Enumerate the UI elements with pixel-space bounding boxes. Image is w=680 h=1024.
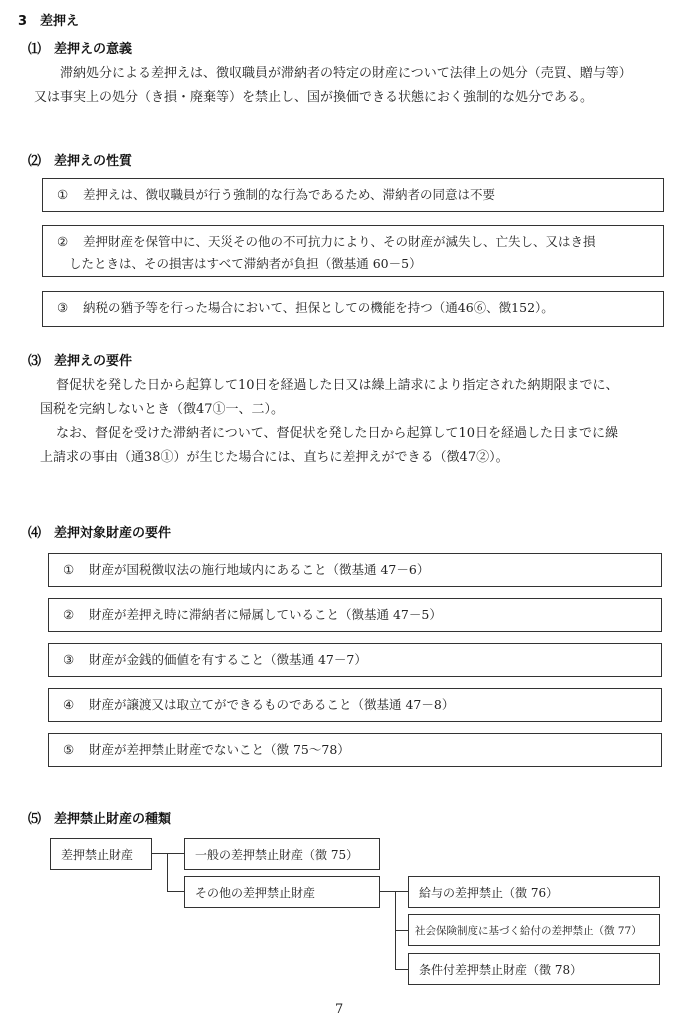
- item-marker: ①: [63, 562, 75, 577]
- property-item-box: [42, 291, 664, 327]
- paragraph-line: 又は事実上の処分（き損・廃棄等）を禁止し、国が換価できる状態におく強制的な処分である。: [34, 90, 594, 105]
- subsection-title: 差押対象財産の要件: [54, 526, 172, 541]
- subsection-number: ⑶: [28, 354, 42, 369]
- paragraph-line: なお、督促を受けた滞納者について、督促状を発した日から起算して10日を経過した日までに繰: [56, 426, 619, 441]
- item-marker: ②: [63, 607, 75, 622]
- property-item-box: [42, 225, 664, 277]
- requirement-box: [48, 733, 662, 767]
- section-number: 3: [18, 14, 28, 29]
- tree-connector: [167, 853, 168, 891]
- subsection-title: 差押えの性質: [54, 154, 133, 169]
- requirement-box: [48, 688, 662, 722]
- paragraph-line: 上請求の事由（通38①）が生じた場合には、直ちに差押えができる（徴47②）。: [40, 450, 509, 465]
- item-text: 財産が差押禁止財産でないこと（徴 75～78）: [89, 742, 350, 757]
- subsection-number: ⑴: [28, 42, 42, 57]
- tree-connector: [167, 891, 184, 892]
- tree-child-box: 社会保険制度に基づく給付の差押禁止（徴 77）: [408, 914, 660, 946]
- item-marker: ③: [57, 300, 69, 315]
- property-item-box: [42, 178, 664, 212]
- tree-child-box: 給与の差押禁止（徴 76）: [408, 876, 660, 908]
- item-text: 財産が金銭的価値を有すること（徴基通 47－7）: [89, 652, 367, 667]
- section-heading: [18, 10, 79, 29]
- requirement-box: [48, 553, 662, 587]
- subsection-3-body: [40, 374, 619, 470]
- tree-general-box: 一般の差押禁止財産（徴 75）: [184, 838, 380, 870]
- subsection-1-body: [34, 62, 632, 110]
- item-marker: ①: [57, 187, 69, 202]
- tree-child-box: 条件付差押禁止財産（徴 78）: [408, 953, 660, 985]
- subsection-3-heading: [28, 350, 132, 369]
- subsection-number: ⑷: [28, 526, 42, 541]
- tree-connector: [395, 930, 408, 931]
- item-text: 差押財産を保管中に、天災その他の不可抗力により、その財産が滅失し、亡失し、又はき損: [83, 234, 596, 249]
- page-number: 7: [335, 1002, 344, 1017]
- subsection-title: 差押えの意義: [54, 42, 133, 57]
- requirement-box: [48, 643, 662, 677]
- tree-other-box: その他の差押禁止財産: [184, 876, 380, 908]
- item-text: 財産が国税徴収法の施行地域内にあること（徴基通 47－6）: [89, 562, 430, 577]
- subsection-4-heading: [28, 522, 171, 541]
- paragraph-line: 督促状を発した日から起算して10日を経過した日又は繰上請求により指定された納期限までに、: [56, 378, 619, 393]
- subsection-number: ⑸: [28, 812, 42, 827]
- item-marker: ③: [63, 652, 75, 667]
- item-marker: ④: [63, 697, 75, 712]
- item-marker: ②: [57, 234, 69, 249]
- tree-root-box: 差押禁止財産: [50, 838, 152, 870]
- item-text: したときは、その損害はすべて滞納者が負担（徴基通 60－5）: [69, 256, 422, 271]
- subsection-title: 差押禁止財産の種類: [54, 812, 172, 827]
- subsection-2-heading: [28, 150, 132, 169]
- item-text: 差押えは、徴収職員が行う強制的な行為であるため、滞納者の同意は不要: [83, 187, 496, 202]
- subsection-5-heading: [28, 808, 171, 827]
- subsection-title: 差押えの要件: [54, 354, 133, 369]
- item-text: 財産が譲渡又は取立てができるものであること（徴基通 47－8）: [89, 697, 455, 712]
- tree-connector: [380, 891, 408, 892]
- item-text: 財産が差押え時に滞納者に帰属していること（徴基通 47－5）: [89, 607, 442, 622]
- paragraph-line: 国税を完納しないとき（徴47①一、二）。: [40, 402, 285, 417]
- item-marker: ⑤: [63, 742, 75, 757]
- subsection-1-heading: [28, 38, 132, 57]
- tree-connector: [395, 969, 408, 970]
- tree-connector: [152, 853, 184, 854]
- subsection-number: ⑵: [28, 154, 42, 169]
- requirement-box: [48, 598, 662, 632]
- item-text: 納税の猶予等を行った場合において、担保としての機能を持つ（通46⑥、徴152）。: [83, 300, 554, 315]
- paragraph-line: 滞納処分による差押えは、徴収職員が滞納者の特定の財産について法律上の処分（売買、贈与等）: [60, 66, 632, 81]
- section-title: 差押え: [40, 14, 80, 29]
